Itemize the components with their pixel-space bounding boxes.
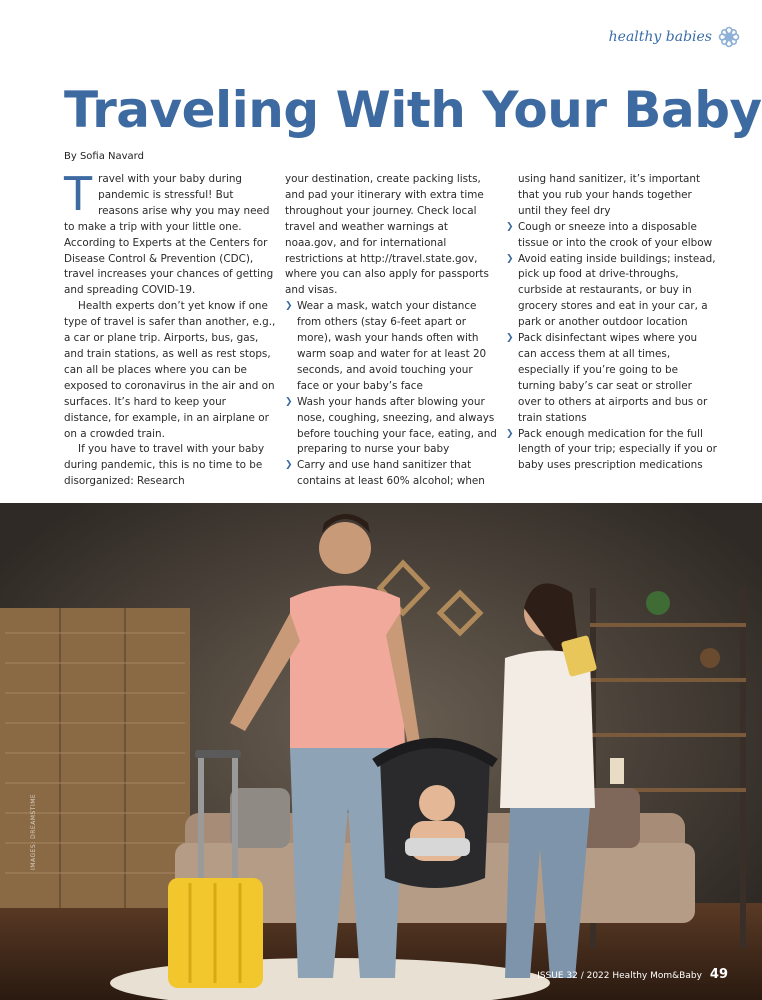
page-number: 49 (709, 967, 728, 982)
byline: By Sofia Navard (64, 151, 144, 162)
column-1 (64, 167, 276, 490)
list-item: ❯ Cough or sneeze into a disposable tissue or into the crook of your elbow (506, 220, 718, 252)
article-body (64, 167, 717, 502)
list-item: ❯ Wash your hands after blowing your nose, coughing, sneezing, and always before touching your face, eating, and preparing to nurse your baby (285, 395, 497, 459)
article-title: Traveling With Your Baby (64, 81, 762, 139)
page-footer (537, 967, 728, 982)
car-seat (375, 743, 495, 888)
flower-icon (718, 26, 740, 48)
photo-credit: IMAGES: DREAMSTIME (30, 793, 37, 870)
list-item: ❯ Wear a mask, watch your distance from others (stay 6-feet apart or more), wash your hands often with warm soap and water for at least 20 seconds, and avoid touching your face or your baby’s face (285, 299, 497, 394)
paragraph-4: your destination, create packing lists, and pad your itinerary with extra time throughout your journey. Check local travel and weather warnings at noaa.gov, and for international restrictions at http://travel.state.gov, where you can also apply for passports and visas. (285, 173, 489, 297)
paragraph-1 (64, 167, 276, 299)
list-item: ❯ Pack disinfectant wipes where you can access them at all times, especially if you’re going to be turning baby’s car seat or stroller over to others at airports and bus or train stations (506, 331, 718, 426)
list-item: ❯ Carry and use hand sanitizer that contains at least 60% alcohol; when (285, 458, 497, 490)
column-2 (285, 172, 497, 490)
paragraph-1-text: ravel with your baby during pandemic is stressful! But reasons arise why you may need to make a trip with your little one. According to Experts at the Centers for Disease Control & Prevention (CDC), travel increases your chances of getting and spreading COVID-19. (64, 173, 274, 297)
list-item: ❯ Pack enough medication for the full length of your trip; especially if you or baby uses prescription medications (506, 427, 718, 475)
section-label: healthy babies (608, 29, 712, 45)
paragraph-2: Health experts don’t yet know if one type of travel is safer than another, e.g., a car or plane trip. Airports, bus, gas, and train stations, as well as rest stops, can all be places where you can be exposed to coronavirus in the air and on surfaces. It’s hard to keep your distance, for example, in an airplane or on a crowded train. (64, 300, 276, 440)
room-divider (0, 608, 190, 908)
bullet-list-1 (285, 299, 497, 490)
section-header (609, 26, 740, 48)
issue-info: ISSUE 32 / 2022 Healthy Mom&Baby (537, 971, 702, 981)
bullet-list-2 (506, 220, 718, 475)
bullet-continuation: using hand sanitizer, it’s important that you rub your hands together until they feel dry (518, 173, 701, 217)
column-3 (506, 172, 718, 474)
drop-cap: T (64, 167, 93, 221)
paragraph-3: If you have to travel with your baby during pandemic, this is no time to be disorganized: Research (64, 443, 265, 488)
list-item: ❯ Avoid eating inside buildings; instead, pick up food at drive-throughs, curbside at restaurants, or buy in grocery stores and eat in your car, a park or another outdoor location (506, 252, 718, 332)
family-photo (0, 503, 762, 1000)
